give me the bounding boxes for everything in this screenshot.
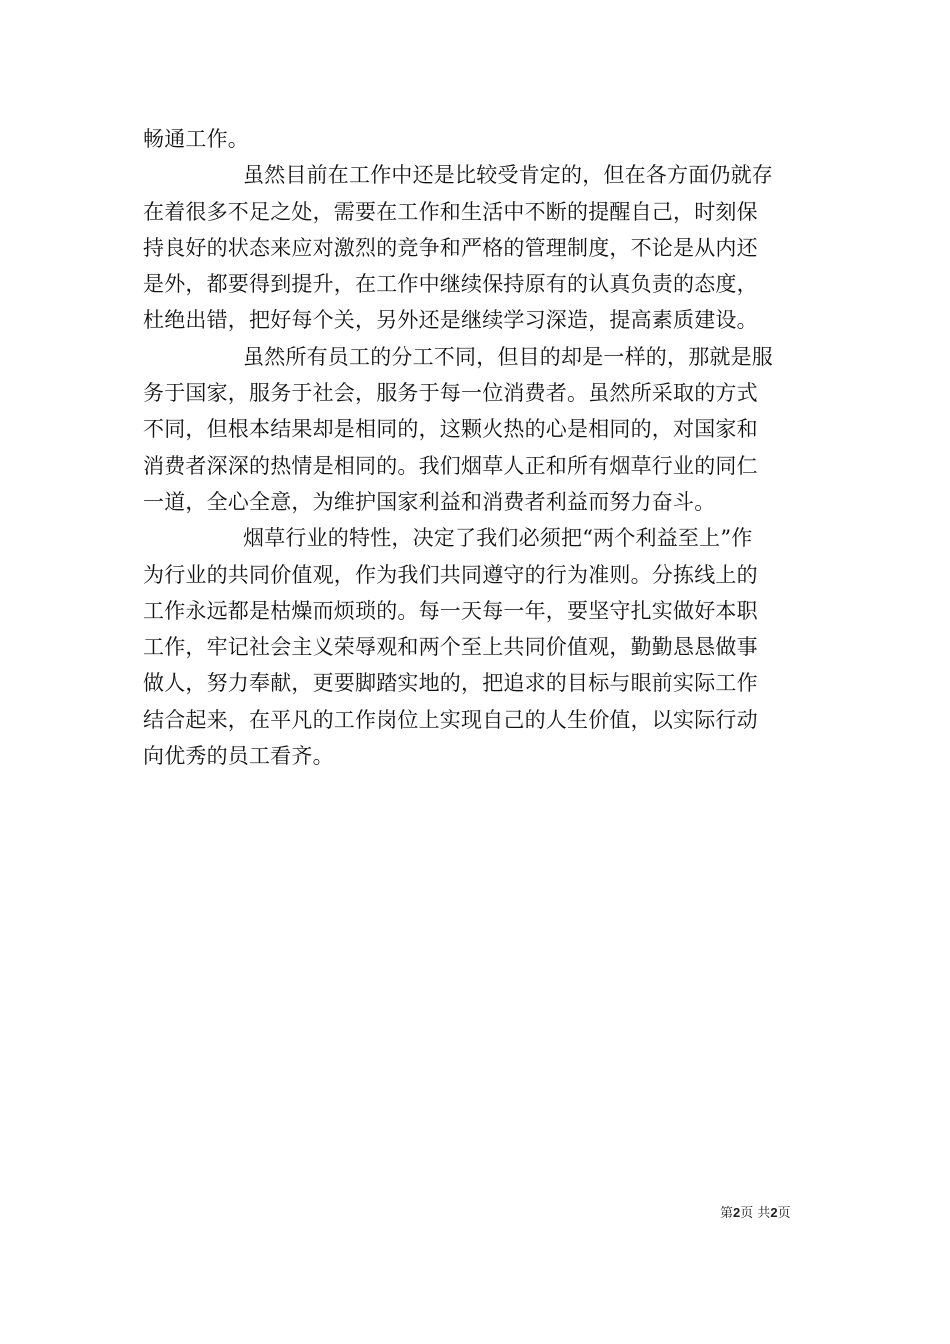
text-line: 在着很多不足之处，需要在工作和生活中不断的提醒自己，时刻保	[143, 199, 758, 224]
text-line: 向优秀的员工看齐。	[143, 744, 334, 769]
body-text	[143, 121, 815, 774]
text-line: 一道，全心全意，为维护国家利益和消费者利益而努力奋斗。	[143, 489, 716, 514]
text-line: 畅通工作。	[143, 127, 249, 151]
text-line: 工作，牢记社会主义荣辱观和两个至上共同价值观，勤勤恳恳做事	[143, 635, 758, 660]
total-pages-number: 2	[770, 1205, 778, 1220]
paragraph-start-line: 烟草行业的特性，决定了我们必须把“两个利益至上”作	[243, 526, 753, 551]
text-line: 做人，努力奉献，更要脚踏实地的，把追求的目标与眼前实际工作	[143, 671, 758, 696]
text-line: 消费者深深的热情是相同的。我们烟草人正和所有烟草行业的同仁	[143, 453, 758, 478]
text-line: 工作永远都是枯燥而烦琐的。每一天每一年，要坚守扎实做好本职	[143, 598, 758, 623]
footer-suffix: 页	[777, 1206, 791, 1221]
text-line: 不同，但根本结果却是相同的，这颗火热的心是相同的，对国家和	[143, 417, 758, 442]
current-page-number: 2	[733, 1205, 741, 1220]
text-line: 务于国家，服务于社会，服务于每一位消费者。虽然所采取的方式	[143, 381, 758, 406]
text-line: 是外，都要得到提升，在工作中继续保持原有的认真负责的态度，	[143, 272, 758, 297]
text-line: 杜绝出错，把好每个关，另外还是继续学习深造，提高素质建设。	[143, 308, 758, 333]
paragraph-start-line: 虽然所有员工的分工不同，但目的却是一样的，那就是服	[243, 344, 773, 369]
footer-middle: 页 共	[740, 1206, 771, 1221]
text-line: 持良好的状态来应对激烈的竞争和严格的管理制度，不论是从内还	[143, 235, 758, 260]
page-number-footer	[720, 1204, 791, 1223]
footer-prefix: 第	[720, 1206, 734, 1221]
text-line: 为行业的共同价值观，作为我们共同遵守的行为准则。分拣线上的	[143, 562, 758, 587]
text-line: 结合起来，在平凡的工作岗位上实现自己的人生价值，以实际行动	[143, 707, 758, 732]
paragraph-start-line: 虽然目前在工作中还是比较受肯定的，但在各方面仍就存	[243, 163, 773, 188]
